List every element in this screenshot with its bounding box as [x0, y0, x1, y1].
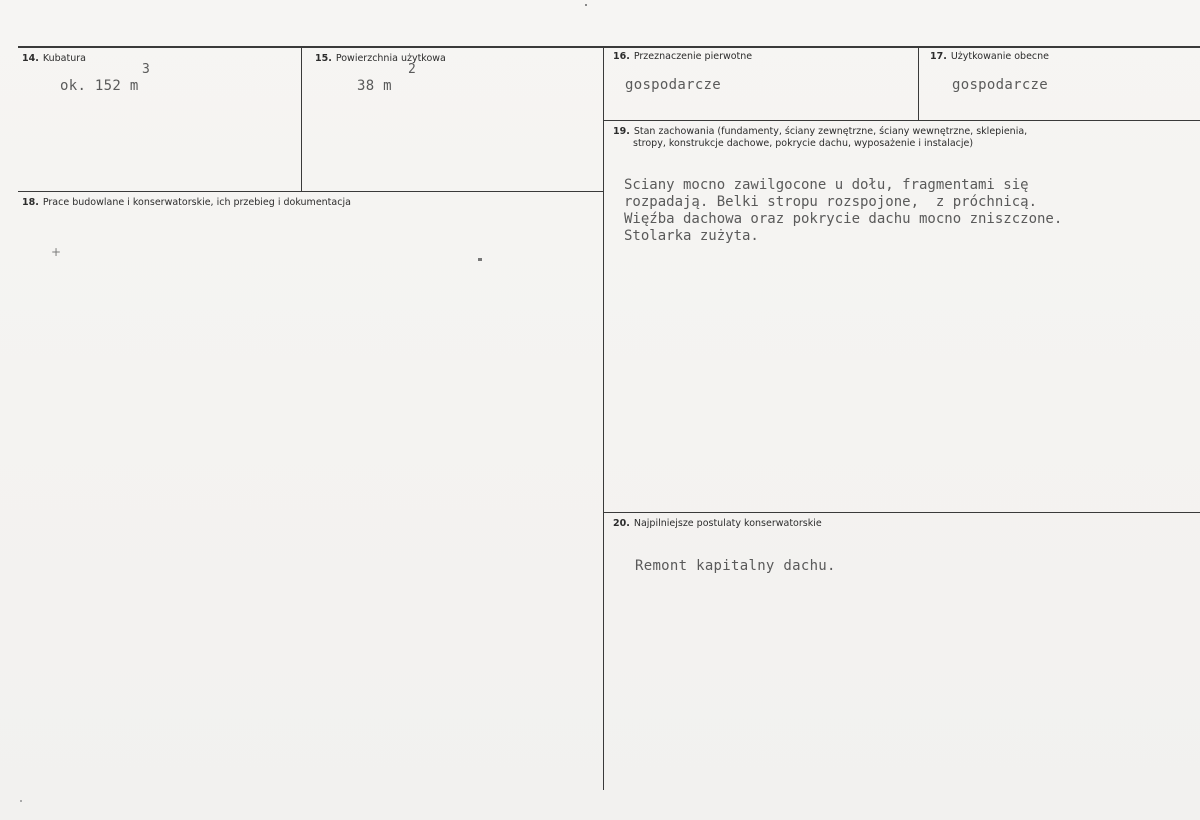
field-15-value: 38 m — [357, 78, 392, 94]
center-divider — [603, 48, 604, 790]
field-19-label: 19. Stan zachowania (fundamenty, ściany zewnętrzne, ściany wewnętrzne, sklepienia, — [613, 126, 1028, 137]
ink-dot — [478, 258, 482, 261]
field-15-superscript: 2 — [408, 62, 416, 77]
field-15-label: 15. Powierzchnia użytkowa — [315, 53, 446, 64]
divider-14-15 — [301, 48, 302, 191]
field-14-value: ok. 152 m — [60, 78, 139, 94]
speck — [20, 800, 22, 802]
top-border-line — [18, 46, 1200, 48]
field-19-label-line2: stropy, konstrukcje dachowe, pokrycie dachu, wyposażenie i instalacje) — [633, 138, 974, 149]
field-17-label: 17. Użytkowanie obecne — [930, 51, 1049, 62]
divider-16-17 — [918, 48, 919, 120]
field-16-label: 16. Przeznaczenie pierwotne — [613, 51, 753, 62]
field-19-text-line-1: Sciany mocno zawilgocone u dołu, fragmentami się — [624, 177, 1029, 193]
field-19-text-line-2: rozpadają. Belki stropu rozspojone, z próchnicą. — [624, 194, 1038, 210]
line-above-18 — [18, 191, 603, 192]
field-14-superscript: 3 — [142, 62, 150, 77]
field-17-value: gospodarcze — [952, 77, 1049, 93]
line-above-20 — [603, 512, 1200, 513]
field-16-value: gospodarcze — [625, 77, 722, 93]
field-14-label: 14. Kubatura — [22, 53, 86, 64]
plus-mark: + — [51, 245, 62, 259]
field-18-label: 18. Prace budowlane i konserwatorskie, ich przebieg i dokumentacja — [22, 197, 351, 208]
speck — [585, 4, 587, 6]
field-20-label: 20. Najpilniejsze postulaty konserwatorskie — [613, 518, 822, 529]
field-20-value: Remont kapitalny dachu. — [635, 558, 836, 574]
line-under-16-17 — [603, 120, 1200, 121]
field-19-text-line-4: Stolarka zużyta. — [624, 228, 759, 244]
field-19-text-line-3: Więźba dachowa oraz pokrycie dachu mocno zniszczone. — [624, 211, 1063, 227]
